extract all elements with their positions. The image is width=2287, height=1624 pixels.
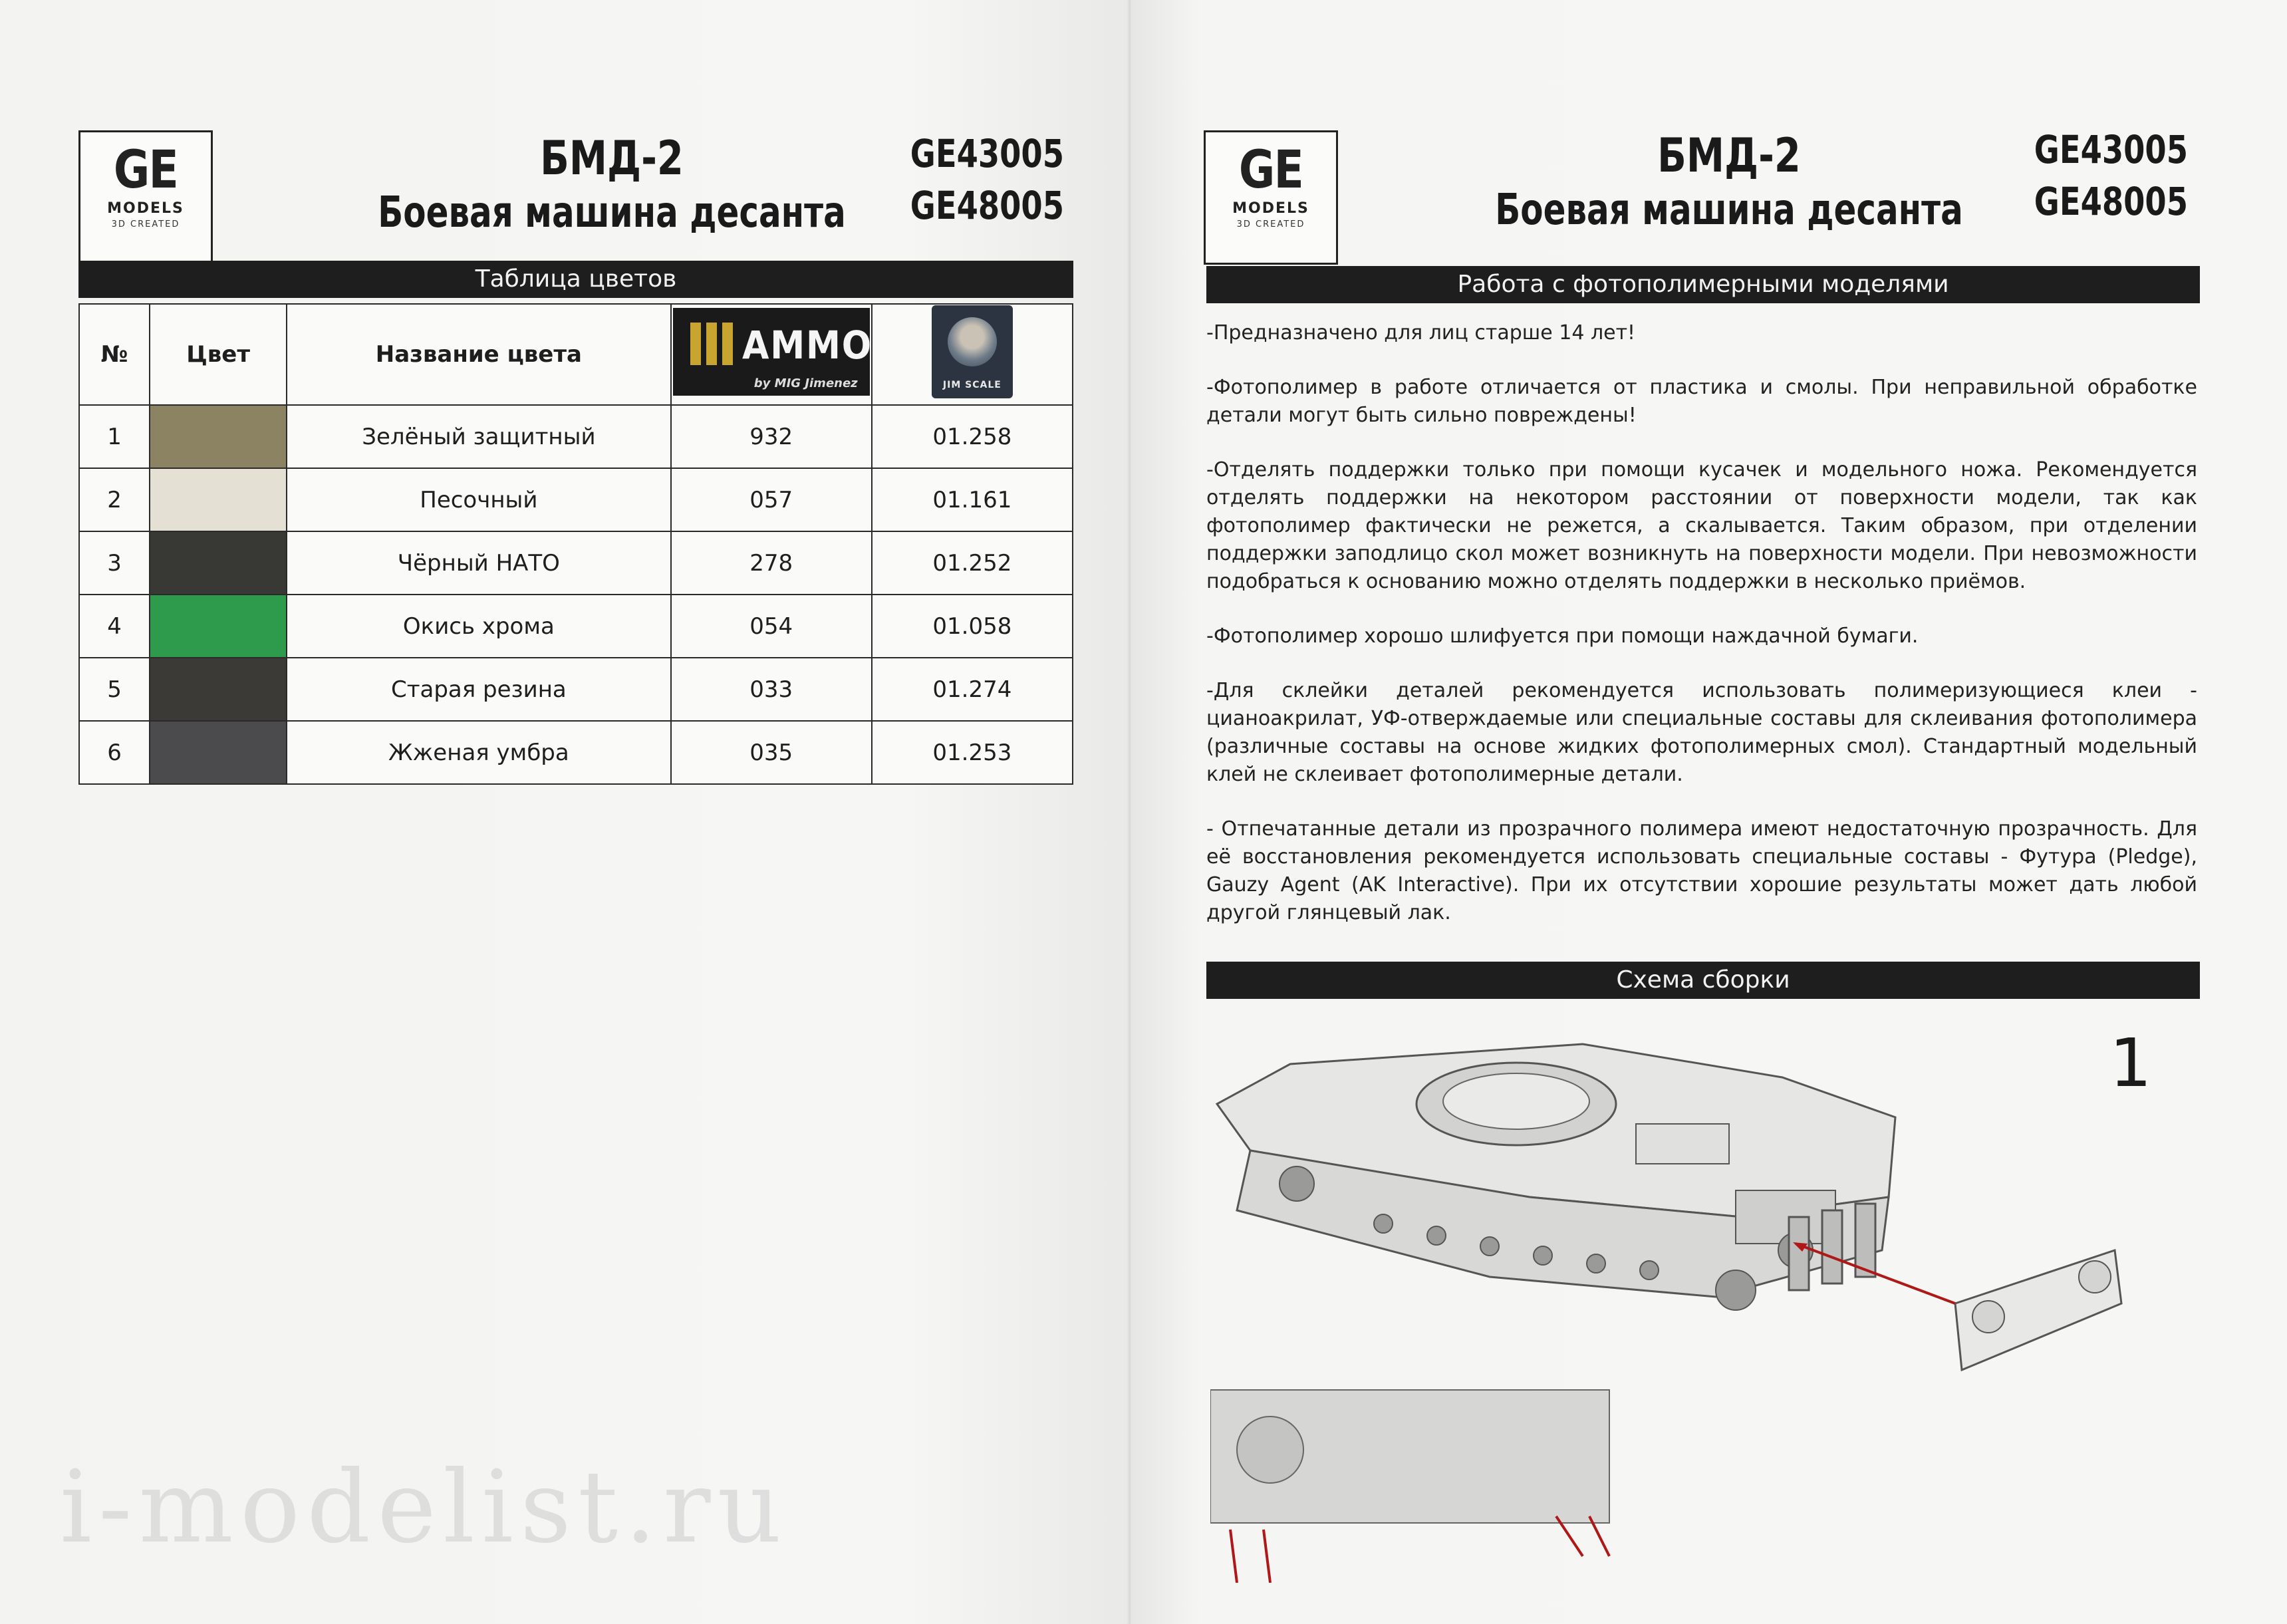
title-model: БМД-2	[540, 131, 684, 186]
instruction-paragraph: -Фотополимер хорошо шлифуется при помощи наждачной бумаги.	[1206, 624, 1919, 648]
logo-main: GE	[113, 140, 178, 200]
ge-models-logo	[78, 130, 213, 265]
title-model: БМД-2	[1657, 128, 1801, 183]
jim-code: 01.253	[872, 721, 1073, 784]
page-title	[279, 130, 944, 239]
color-name: Зелёный защитный	[287, 405, 670, 468]
color-swatch	[150, 658, 286, 720]
color-swatch-cell	[150, 468, 287, 531]
jim-code: 01.274	[872, 658, 1073, 721]
row-number: 2	[79, 468, 150, 531]
section-bar-photopolymer: Работа с фотополимерными моделями	[1206, 266, 2200, 303]
product-codes	[865, 128, 1064, 231]
color-swatch	[150, 469, 286, 531]
instruction-paragraph: -Для склейки деталей рекомендуется использовать полимеризующиеся клеи - цианоакрилат, УФ-отверждаемые или специальные составы для склеивания фотополимера (различные составы на основе жидких фотополимерных смол). Стандартный модельный клей не склеивает фотополимерные детали.	[1206, 679, 2197, 786]
instruction-paragraph: -Отделять поддержки только при помощи кусачек и модельного ножа. Рекомендуется отделять поддержки на некотором расстоянии от поверхности модели, так как фотополимер фактически не режется, а скалывается. Таким образом, при отделении поддержки заподлицо скол может возникнуть на поверхности модели. При невозможности подобраться к основанию можно отделять поддержки в несколько приёмов.	[1206, 458, 2197, 593]
row-number: 1	[79, 405, 150, 468]
color-name: Песочный	[287, 468, 670, 531]
product-code: GE43005	[910, 131, 1064, 176]
logo-tagline: 3D CREATED	[1236, 219, 1305, 229]
color-name: Окись хрома	[287, 595, 670, 658]
row-number: 3	[79, 531, 150, 595]
color-swatch-cell	[150, 595, 287, 658]
header-ammo-brand	[671, 304, 872, 405]
table-header-row	[79, 304, 1073, 405]
color-name: Жженая умбра	[287, 721, 670, 784]
color-swatch	[150, 406, 286, 468]
table-row	[79, 405, 1073, 468]
assembly-diagram	[1210, 1024, 2141, 1583]
color-swatch-cell	[150, 721, 287, 784]
row-number: 4	[79, 595, 150, 658]
instruction-paragraph: -Фотополимер в работе отличается от пластика и смолы. При неправильной обработке детали могут быть сильно повреждены!	[1206, 376, 2197, 427]
color-swatch	[150, 595, 286, 657]
jim-code: 01.252	[872, 531, 1073, 595]
ammo-bullets-icon	[690, 323, 737, 365]
instruction-paragraph: - Отпечатанные детали из прозрачного полимера имеют недостаточную прозрачность. Для её восстановления рекомендуется использовать специальные составы - Футура (Pledge), Gauzy Agent (AK Interactive). При их отсутствии хорошие результаты может дать любой другой глянцевый лак.	[1206, 817, 2197, 924]
title-description: Боевая машина десанта	[378, 188, 846, 237]
ammo-code: 035	[671, 721, 872, 784]
color-swatch-cell	[150, 405, 287, 468]
header-jim-brand	[872, 304, 1073, 405]
row-number: 5	[79, 658, 150, 721]
table-row	[79, 721, 1073, 784]
ammo-code: 932	[671, 405, 872, 468]
ammo-logo-word: AMMO	[741, 322, 873, 368]
jim-scale-logo-text: JIM SCALE	[942, 379, 1002, 390]
header-number: №	[79, 304, 150, 405]
table-row	[79, 531, 1073, 595]
header-color-name: Название цвета	[287, 304, 670, 405]
color-swatch	[150, 722, 286, 783]
table-row	[79, 595, 1073, 658]
ammo-code: 278	[671, 531, 872, 595]
ge-models-logo	[1204, 130, 1338, 265]
jim-scale-emblem-icon	[948, 317, 997, 366]
row-number: 6	[79, 721, 150, 784]
jim-scale-logo	[932, 305, 1013, 398]
ammo-code: 033	[671, 658, 872, 721]
product-codes	[1982, 124, 2188, 227]
instruction-paragraph: -Предназначено для лиц старше 14 лет!	[1206, 321, 1636, 344]
jim-code: 01.161	[872, 468, 1073, 531]
page-title	[1397, 128, 2062, 237]
title-description: Боевая машина десанта	[1495, 186, 1963, 235]
color-name: Старая резина	[287, 658, 670, 721]
color-name: Чёрный НАТО	[287, 531, 670, 595]
ammo-code: 057	[671, 468, 872, 531]
assembly-arrow	[1230, 1530, 1237, 1583]
product-code: GE48005	[2034, 179, 2188, 224]
color-swatch	[150, 532, 286, 594]
section-bar-color-table: Таблица цветов	[78, 261, 1073, 298]
hull-illustration	[1217, 1044, 1895, 1310]
logo-tagline: 3D CREATED	[111, 219, 180, 229]
color-swatch-cell	[150, 531, 287, 595]
instructions-text	[1206, 319, 2197, 954]
section-bar-assembly: Схема сборки	[1206, 962, 2200, 999]
ammo-logo	[673, 308, 873, 396]
assembly-step-number: 1	[2109, 1024, 2152, 1102]
table-row	[79, 658, 1073, 721]
logo-sub: MODELS	[107, 200, 184, 217]
jim-code: 01.058	[872, 595, 1073, 658]
detail-inset	[1210, 1390, 1609, 1583]
logo-main: GE	[1238, 140, 1303, 200]
table-row	[79, 468, 1073, 531]
color-table	[78, 303, 1073, 785]
product-code: GE48005	[910, 183, 1064, 228]
watermark: i-modelist.ru	[60, 1450, 789, 1565]
logo-sub: MODELS	[1232, 200, 1309, 217]
ammo-code: 054	[671, 595, 872, 658]
rear-panel-part	[1793, 1242, 2121, 1370]
color-swatch-cell	[150, 658, 287, 721]
header-color: Цвет	[150, 304, 287, 405]
product-code: GE43005	[2034, 127, 2188, 172]
assembly-arrow	[1264, 1530, 1270, 1583]
jim-code: 01.258	[872, 405, 1073, 468]
ammo-logo-byline: by MIG Jimenez	[753, 376, 858, 390]
left-page	[0, 0, 1131, 1624]
